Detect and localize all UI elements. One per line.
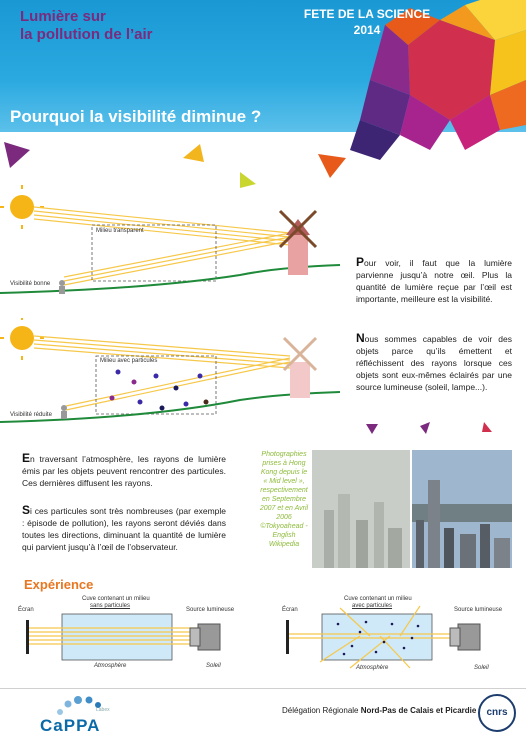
cuve-label-right-1: Cuve contenant un milieu — [344, 596, 412, 602]
photo-caption: Photographies prises à Hong Kong depuis le « Mid level », respectivement en Septembre 2007 et en Avril 2006 ©Tokyoahead - English Wikipedia — [259, 451, 309, 548]
atmosphere-label-left: Atmosphère — [94, 663, 127, 669]
labex-label: Labex — [96, 707, 110, 713]
section-question: Pourquoi la visibilité diminue ? — [10, 107, 262, 126]
cuve-label-left-1: Cuve contenant un milieu — [82, 596, 150, 602]
footer-divider — [0, 688, 526, 689]
dropcap-p: P — [356, 255, 365, 269]
delegation-text — [282, 706, 476, 715]
atmosphere-label-right: Atmosphère — [356, 665, 389, 671]
poster-title: Lumière sur la pollution de l’air — [20, 8, 153, 43]
dropcap-s: S — [22, 503, 31, 517]
cuve-label-left-2: sans particules — [90, 603, 131, 609]
event-title: FETE DE LA SCIENCE 2014 — [303, 7, 431, 37]
dropcap-n: N — [356, 331, 365, 345]
diagram-good-visibility — [0, 185, 340, 300]
experience-title: Expérience — [24, 577, 94, 592]
text-visibility — [356, 256, 512, 305]
source-label-right: Source lumineuse — [454, 607, 503, 613]
text-pollution — [22, 504, 226, 553]
hong-kong-photos — [312, 450, 512, 568]
visibility-label-1: Visibilité bonne — [10, 281, 51, 287]
ecran-label-right: Écran — [282, 607, 298, 613]
visibility-label-2: Visibilité réduite — [10, 412, 52, 418]
text-pollution-body: i ces particules sont très nombreuses (par exemple : épisode de pollution), les rayons seront déviés dans toutes les directions, diminuant la quantité de lumière qui parvient jusqu’à l’œil de l’observateur. — [22, 506, 226, 552]
medium-label-2: Milieu avec particules — [100, 358, 158, 364]
text-atmosphere-body: n traversant l’atmosphère, les rayons de lumière émis par les objets peuvent rencontrer des particules. Ces dernières diffusent les rayons. — [22, 454, 226, 488]
text-seeing-objects — [356, 332, 512, 393]
text-visibility-body: our voir, il faut que la lumière parvienne jusqu’à notre œil. Plus la quantité de lumière reçue par l’œil est importante, meilleure est la visibilité. — [356, 258, 512, 304]
dropcap-e: E — [22, 451, 31, 465]
cnrs-logo: cnrs — [478, 694, 516, 732]
ecran-label-left: Écran — [18, 607, 34, 613]
small-triangles — [360, 418, 500, 438]
soleil-label-left: Soleil — [206, 663, 221, 669]
text-seeing-objects-body: ous sommes capables de voir des objets parce qu’ils émettent et réfléchissent des rayons lorsque ces objets sont eux-mêmes éclairés par une source lumineuse (soleil, lampe...). — [356, 334, 512, 392]
soleil-label-right: Soleil — [474, 665, 489, 671]
medium-label-1: Milieu transparent — [96, 228, 144, 234]
delegation-region: Nord-Pas de Calais et Picardie — [360, 706, 477, 715]
cappa-logo: CaPPA — [40, 716, 101, 735]
cuve-label-right-2: avec particules — [352, 603, 393, 609]
decorative-triangles — [0, 132, 526, 192]
delegation-prefix: Délégation Régionale — [282, 706, 361, 715]
source-label-left: Source lumineuse — [186, 607, 235, 613]
text-atmosphere — [22, 452, 226, 489]
